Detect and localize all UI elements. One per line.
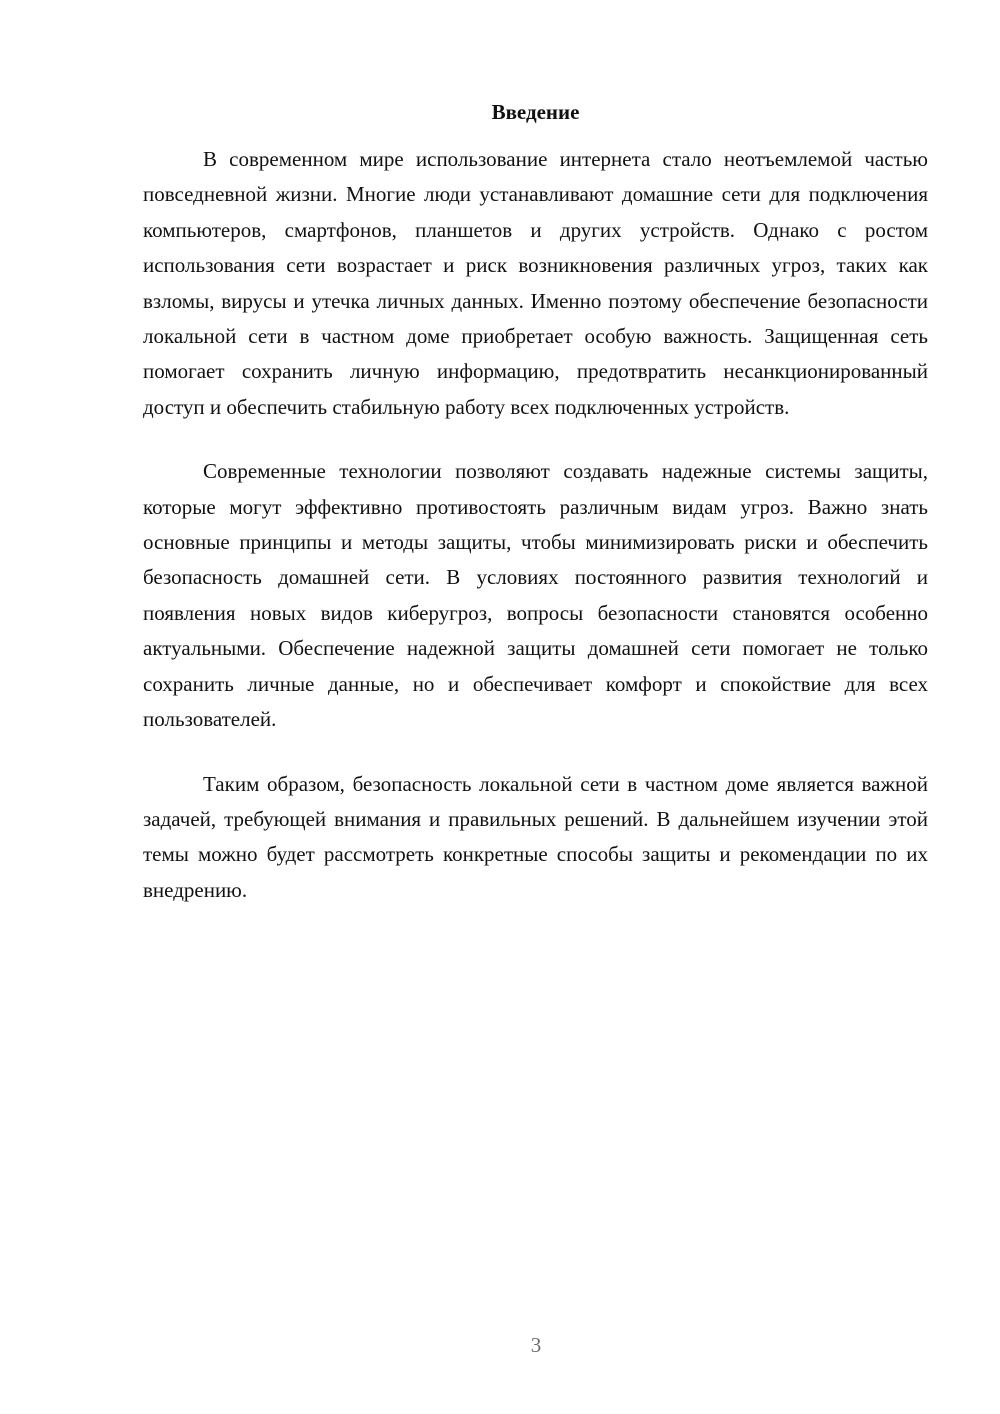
paragraph-2: Современные технологии позволяют создавать надежные системы защиты, которые могут эффективно противостоять различным видам угроз. Важно знать основные принципы и методы защиты, чтобы минимизировать риски и обеспечить безопасность домашней сети. В условиях постоянного развития технологий и появления новых видов киберугроз, вопросы безопасности становятся особенно актуальными. Обеспечение надежной защиты домашней сети помогает не только сохранить личные данные, но и обеспечивает комфорт и спокойствие для всех пользователей. — [143, 459, 928, 732]
paragraph-1: В современном мире использование интернета стало неотъемлемой частью повседневной жизни. Многие люди устанавливают домашние сети для подключения компьютеров, смартфонов, планшетов и других устройств. Однако с ростом использования сети возрастает и риск возникновения различных угроз, таких как взломы, вирусы и утечка личных данных. Именно поэтому обеспечение безопасности локальной сети в частном доме приобретает особую важность. Защищенная сеть помогает сохранить личную информацию, предотвратить несанкционированный доступ и обеспечить стабильную работу всех подключенных устройств. — [143, 147, 928, 419]
page-content — [143, 96, 928, 937]
paragraph-3: Таким образом, безопасность локальной сети в частном доме является важной задачей, требующей внимания и правильных решений. В дальнейшем изучении этой темы можно будет рассмотреть конкретные способы защиты и рекомендации по их внедрению. — [143, 771, 928, 902]
section-heading: Введение — [491, 100, 580, 124]
page-number: 3 — [530, 1333, 542, 1357]
